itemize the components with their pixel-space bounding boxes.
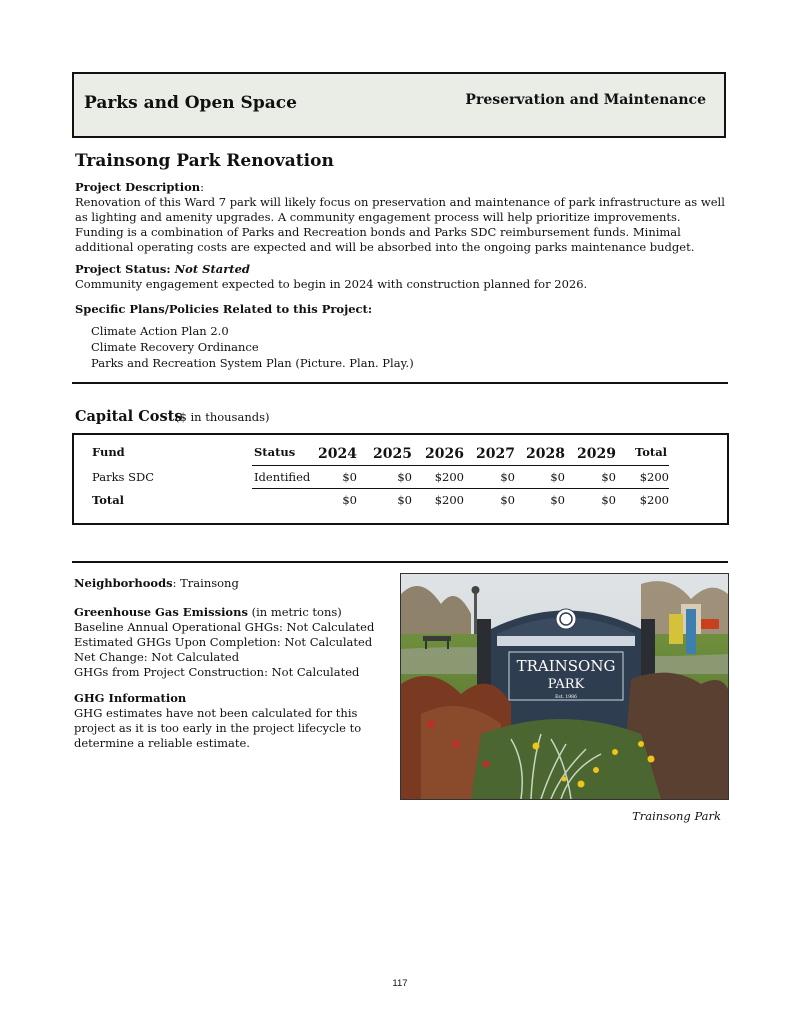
total-cell: $0 xyxy=(601,493,616,507)
plans-heading: Specific Plans/Policies Related to this Project: xyxy=(75,302,373,316)
neighborhoods-value: Trainsong xyxy=(180,576,239,590)
status-line: Project Status: Not Started xyxy=(75,262,250,276)
sign-line-1: TRAINSONG xyxy=(516,657,616,675)
ghg-info-label: GHG Information xyxy=(74,691,187,705)
divider xyxy=(72,561,728,563)
ghg-line: Baseline Annual Operational GHGs: Not Calculated xyxy=(74,620,375,634)
col-header-year: 2028 xyxy=(526,446,565,462)
total-cell: $200 xyxy=(434,493,464,507)
park-photo xyxy=(400,573,729,800)
col-header-year: 2029 xyxy=(577,446,616,462)
capital-costs-title: Capital Costs xyxy=(75,408,183,425)
cost-cell: $0 xyxy=(500,470,515,484)
cost-cell: $0 xyxy=(397,470,412,484)
ghg-line: GHGs from Project Construction: Not Calculated xyxy=(74,665,360,679)
total-label: Total xyxy=(92,493,125,507)
description-label-line: Project Description: xyxy=(75,180,204,194)
plan-item: Climate Action Plan 2.0 xyxy=(91,324,229,338)
divider xyxy=(72,382,728,384)
description-label: Project Description xyxy=(75,180,201,194)
plan-item: Parks and Recreation System Plan (Picture. Plan. Play.) xyxy=(91,356,414,370)
col-header-year: 2025 xyxy=(373,446,412,462)
col-header-fund: Fund xyxy=(92,445,125,459)
fund-status: Identified xyxy=(254,470,311,484)
capital-costs-table xyxy=(72,433,729,525)
section-category: Preservation and Maintenance xyxy=(465,92,706,108)
col-header-year: 2027 xyxy=(476,446,515,462)
project-title: Trainsong Park Renovation xyxy=(75,151,334,171)
ghg-section xyxy=(74,605,374,680)
status-value: Not Started xyxy=(174,262,250,276)
fund-name: Parks SDC xyxy=(92,470,154,484)
total-cell: $0 xyxy=(397,493,412,507)
col-header-year: 2024 xyxy=(318,446,357,462)
col-header-status: Status xyxy=(254,445,296,459)
status-detail: Community engagement expected to begin in 2024 with construction planned for 2026. xyxy=(75,277,588,291)
ghg-line: Net Change: Not Calculated xyxy=(74,650,240,664)
neighborhoods-line: Neighborhoods: Trainsong xyxy=(74,576,239,590)
capital-costs-unit: ($ in thousands) xyxy=(175,410,270,424)
status-label: Project Status xyxy=(75,262,167,276)
col-header-year: 2026 xyxy=(425,446,464,462)
cost-cell: $0 xyxy=(601,470,616,484)
project-description: Renovation of this Ward 7 park will likely focus on preservation and maintenance of park infrastructure as well as lighting and amenity upgrades. A community engagement process will help prioritize improvements. Funding is a combination of Parks and Recreation bonds and Parks SDC reimbursement funds. Minimal additional operating costs are expected and will be absorbed into the ongoing parks maintenance budget. xyxy=(75,195,725,254)
cost-cell: $200 xyxy=(434,470,464,484)
sign-est: Est. 1986 xyxy=(555,695,577,700)
ghg-info xyxy=(74,691,364,751)
ghg-label: Greenhouse Gas Emissions xyxy=(74,605,248,619)
ghg-line: Estimated GHGs Upon Completion: Not Calculated xyxy=(74,635,373,649)
cost-cell: $0 xyxy=(342,470,357,484)
header-underline xyxy=(252,465,669,466)
section-title: Parks and Open Space xyxy=(84,93,297,113)
section-header xyxy=(72,72,726,138)
total-cell: $0 xyxy=(500,493,515,507)
sign-line-2: PARK xyxy=(547,677,585,692)
page-number: 117 xyxy=(392,978,408,989)
plans-list xyxy=(91,323,414,371)
neighborhoods-label: Neighborhoods xyxy=(74,576,173,590)
total-rule xyxy=(252,488,669,489)
ghg-info-text: GHG estimates have not been calculated for this project as it is too early in the project lifecycle to determine a reliable estimate. xyxy=(74,706,362,750)
total-cell: $0 xyxy=(342,493,357,507)
cost-cell: $0 xyxy=(550,470,565,484)
plan-item: Climate Recovery Ordinance xyxy=(91,340,259,354)
total-cell: $0 xyxy=(550,493,565,507)
ghg-unit: (in metric tons) xyxy=(251,605,342,619)
col-header-total: Total xyxy=(635,445,668,459)
photo-caption: Trainsong Park xyxy=(632,809,721,823)
cost-cell: $200 xyxy=(639,470,669,484)
total-cell: $200 xyxy=(639,493,669,507)
